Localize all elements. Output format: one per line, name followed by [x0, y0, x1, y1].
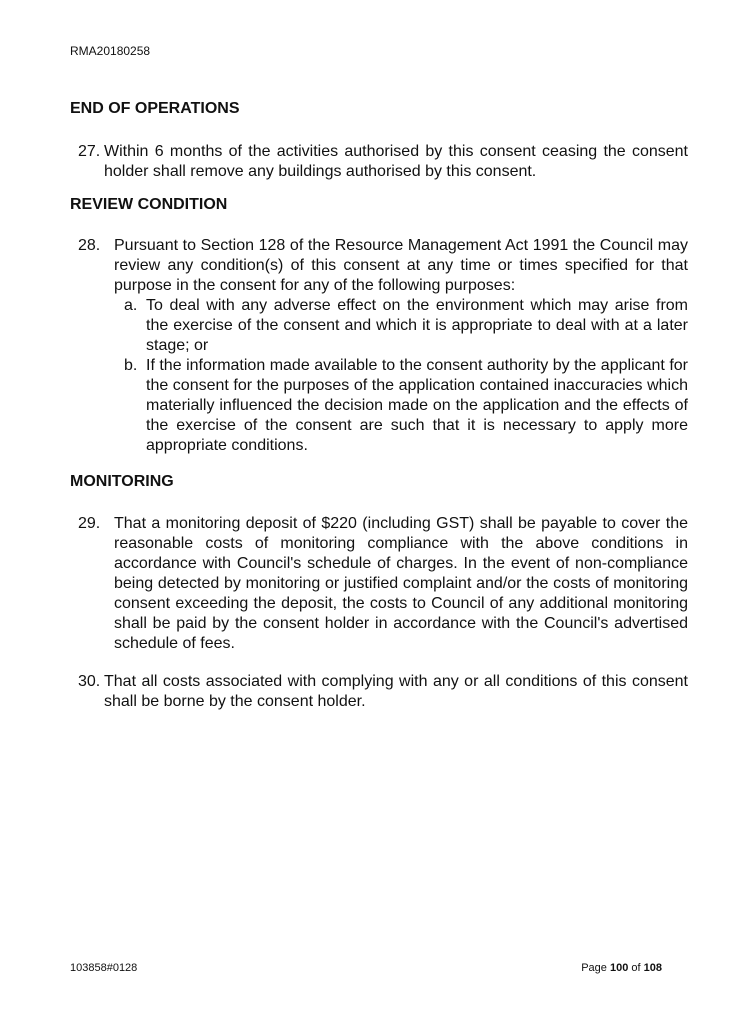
- condition-28: [78, 236, 690, 456]
- condition-27: [78, 142, 690, 182]
- document-reference: RMA20180258: [70, 44, 151, 58]
- page-current: 100: [609, 962, 629, 974]
- heading-end-of-operations: END OF OPERATIONS: [70, 100, 240, 117]
- sub-condition-letter: a.: [124, 297, 138, 314]
- condition-number: 27.: [78, 143, 101, 160]
- heading-review-condition: REVIEW CONDITION: [70, 196, 228, 213]
- sub-condition-list: [114, 296, 688, 456]
- sub-condition-a: [114, 296, 688, 356]
- sub-condition-b: [114, 356, 688, 456]
- condition-number: 30.: [78, 673, 101, 690]
- condition-text: Pursuant to Section 128 of the Resource Management Act 1991 the Council may review any condition(s) of this consent at any time or times specified for that purpose in the consent for any of the following purposes:: [114, 237, 688, 294]
- heading-monitoring: MONITORING: [70, 473, 174, 490]
- sub-condition-text: To deal with any adverse effect on the environment which may arise from the exercise of the consent and which it is appropriate to deal with at a later stage; or: [146, 297, 688, 354]
- page-prefix: Page: [581, 962, 607, 974]
- condition-text: That a monitoring deposit of $220 (including GST) shall be payable to cover the reasonable costs of monitoring compliance with the above conditions in accordance with Council's schedule of charges. In the event of non-compliance being detected by monitoring or justified complaint and/or the costs of monitoring consent exceeding the deposit, the costs to Council of any additional monitoring shall be paid by the consent holder in accordance with the Council's advertised schedule of fees.: [114, 515, 688, 652]
- condition-number: 29.: [78, 515, 101, 532]
- footer-document-id: 103858#0128: [70, 962, 138, 974]
- page-of: of: [631, 962, 641, 974]
- condition-30: [78, 672, 690, 712]
- condition-text: That all costs associated with complying with any or all conditions of this consent shall be borne by the consent holder.: [104, 673, 688, 710]
- footer-page-number: [581, 962, 662, 974]
- sub-condition-text: If the information made available to the consent authority by the applicant for the consent for the purposes of the application contained inaccuracies which materially influenced the decision made on the application and the effects of the exercise of the consent are such that it is necessary to apply more appropriate conditions.: [146, 357, 688, 454]
- sub-condition-letter: b.: [124, 357, 138, 374]
- page-total: 108: [643, 962, 662, 974]
- condition-29: [78, 514, 690, 654]
- condition-number: 28.: [78, 237, 101, 254]
- condition-text: Within 6 months of the activities authorised by this consent ceasing the consent holder shall remove any buildings authorised by this consent.: [104, 143, 688, 180]
